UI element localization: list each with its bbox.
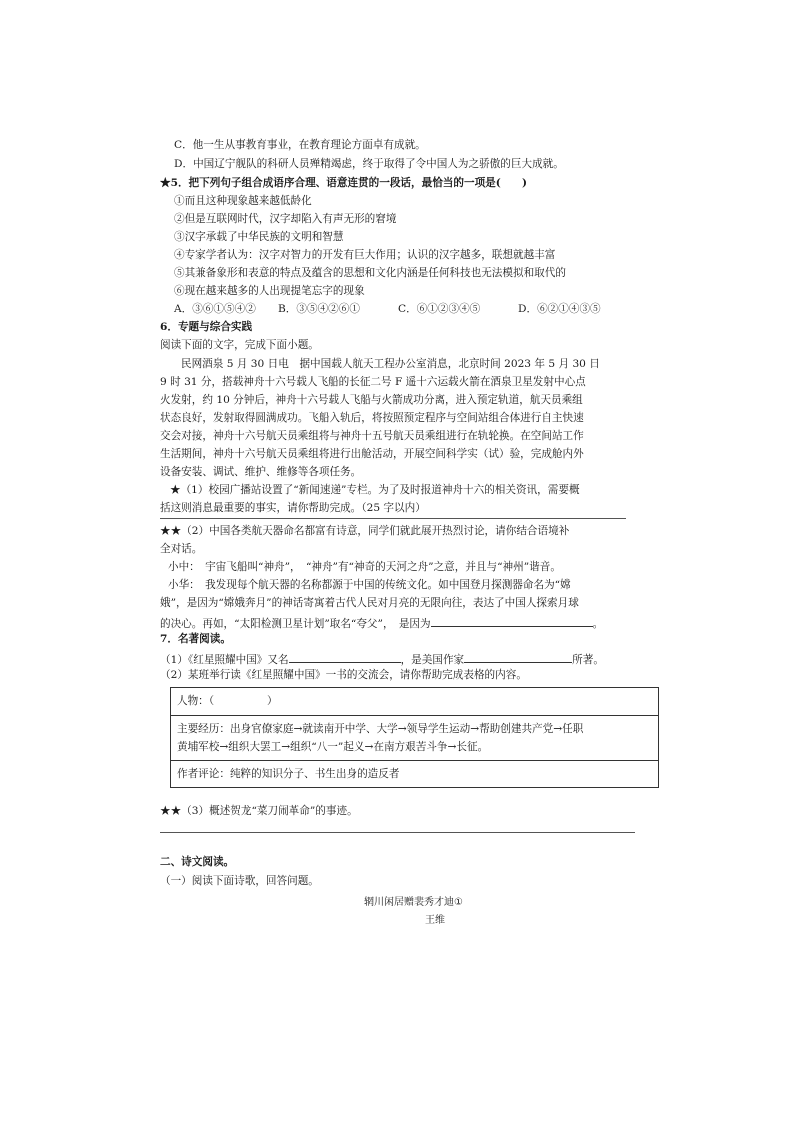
- q5-sentence-2: ②但是互联网时代，汉字却陷入有声无形的窘境: [174, 213, 397, 225]
- q7-sub1-text-b: ，是美国作家: [400, 654, 465, 666]
- q6-dialogue-xiaohua-2: 娥”，是因为“嫦娥奔月”的神话寄寓着古代人民对月亮的无限向往，表达了中国人探索月球: [160, 597, 579, 609]
- q6-passage-line-2: 9 时 31 分，搭载神舟十六号载人飞船的长征二号 F 遥十六运载火箭在酒泉卫星发射中心点: [160, 376, 586, 388]
- q5-option-a: A．③⑥①⑤④②: [174, 303, 256, 315]
- q7-title: 7．名著阅读。: [160, 633, 231, 645]
- q6-answer-blank[interactable]: [431, 616, 593, 627]
- poem-author: 王维: [425, 915, 445, 926]
- q6-dialogue-xiaohua-1: 小华： 我发现每个航天器的名称都源于中国的传统文化。如中国登月探测器命名为“嫦: [168, 579, 571, 591]
- table-row-experience: [171, 716, 659, 761]
- q6-dialogue-xiaozhong: 小中： 宇宙飞船叫“神舟”， “神舟”有“神奇的天河之舟”之意，并且与“神州”谐音。: [168, 561, 561, 573]
- q6-sub2-line-1: ★★（2）中国各类航天器命名都富有诗意，同学们就此展开热烈讨论，请你结合语境补: [160, 525, 570, 537]
- q5-sentence-6: ⑥现在越来越多的人出现提笔忘字的现象: [174, 285, 365, 297]
- q7-sub3: ★★（3）概述贺龙“菜刀闹革命”的事迹。: [160, 805, 358, 817]
- q7-alias-blank[interactable]: [289, 652, 401, 663]
- q7-sub1-text-a: （1）《红星照耀中国》又名: [160, 654, 289, 666]
- section-2-sub: （一）阅读下面诗歌，回答问题。: [160, 875, 319, 887]
- q7-author-blank[interactable]: [464, 652, 572, 663]
- q5-sentence-4: ④专家学者认为：汉字对智力的开发有巨大作用；认识的汉字越多，联想就越丰富: [174, 249, 556, 261]
- q5-option-b: B．③⑤④②⑥①: [278, 303, 360, 315]
- table-row-comment: 作者评论：纯粹的知识分子、书生出身的造反者: [171, 761, 659, 788]
- q6-sub1-line-2: 括这则消息最重要的事实，请你帮助完成。（25 字以内）: [160, 502, 426, 514]
- q7-sub3-answer-line[interactable]: [160, 832, 635, 833]
- q5-title: ★5．把下列句子组合成语序合理、语意连贯的一段话，最恰当的一项是( ): [160, 177, 527, 189]
- q6-passage-line-5: 交会对接，神舟十六号航天员乘组将与神舟十五号航天员乘组进行在轨轮换。在空间站工作: [160, 430, 584, 442]
- q7-sub1: [160, 652, 604, 666]
- section-2-title: 二、诗文阅读。: [160, 856, 235, 868]
- q6-sub1-line-1: ★（1）校园广播站设置了“新闻速递”专栏。为了及时报道神舟十六的相关资讯，需要概: [170, 484, 580, 496]
- q6-intro: 阅读下面的文字，完成下面小题。: [160, 339, 319, 351]
- poem-title: 辋川闲居赠裴秀才迪①: [364, 897, 463, 908]
- q5-option-c: C．⑥①②③④⑤: [398, 303, 481, 315]
- q4-option-c: C．他一生从事教育事业，在教育理论方面卓有成就。: [174, 139, 426, 151]
- q5-sentence-5: ⑤其兼备象形和表意的特点及蕴含的思想和文化内涵是任何科技也无法模拟和取代的: [174, 267, 566, 279]
- q6-passage-line-3: 火发射，约 10 分钟后，神舟十六号载人飞船与火箭成功分离，进入预定轨道，航天员乘组: [160, 394, 583, 406]
- q5-sentence-1: ①而且这种现象越来越低龄化: [174, 195, 312, 207]
- q6-title: 6．专题与综合实践: [160, 321, 253, 333]
- q7-sub1-text-c: 所著。: [572, 654, 604, 666]
- q7-sub2: （2）某班举行读《红星照耀中国》一书的交流会，请你帮助完成表格的内容。: [160, 669, 527, 681]
- experience-line-2: 黄埔军校→组织大罢工→组织“八一”起义→在南方艰苦斗争→长征。: [177, 741, 489, 753]
- q4-option-d: D．中国辽宁舰队的科研人员殚精竭虑，终于取得了令中国人为之骄傲的巨大成就。: [174, 158, 564, 170]
- q6-sub1-answer-line[interactable]: [160, 518, 626, 519]
- q5-option-d: D．⑥②①④③⑤: [518, 303, 601, 315]
- q5-sentence-3: ③汉字承载了中华民族的文明和智慧: [174, 231, 344, 243]
- q6-dialogue-text: 的决心。再如，“太阳检测卫星计划”取名“夸父”， 是因为: [160, 618, 431, 630]
- q6-passage-line-6: 生活期间，神舟十六号航天员乘组将进行出舱活动，开展空间科学实（试）验，完成舱内外: [160, 448, 584, 460]
- q6-dialogue-end: 。: [592, 618, 604, 630]
- q7-info-table: [170, 687, 659, 788]
- table-row-person[interactable]: 人物：（ ）: [171, 688, 659, 716]
- experience-line-1: 主要经历：出身官僚家庭→就读南开中学、大学→领导学生运动→帮助创建共产党→任职: [177, 723, 584, 735]
- q6-dialogue-xiaohua-3: [160, 616, 603, 630]
- q6-passage-line-4: 状态良好，发射取得圆满成功。飞船入轨后，将按照预定程序与空间站组合体进行自主快速: [160, 412, 584, 424]
- q6-passage-line-1: 民网酒泉 5 月 30 日电 据中国载人航天工程办公室消息，北京时间 2023 年 5 月 30 日: [181, 358, 600, 370]
- q6-passage-line-7: 设备安装、调试、维护、维修等各项任务。: [160, 466, 362, 478]
- q6-sub2-line-2: 全对话。: [160, 543, 203, 555]
